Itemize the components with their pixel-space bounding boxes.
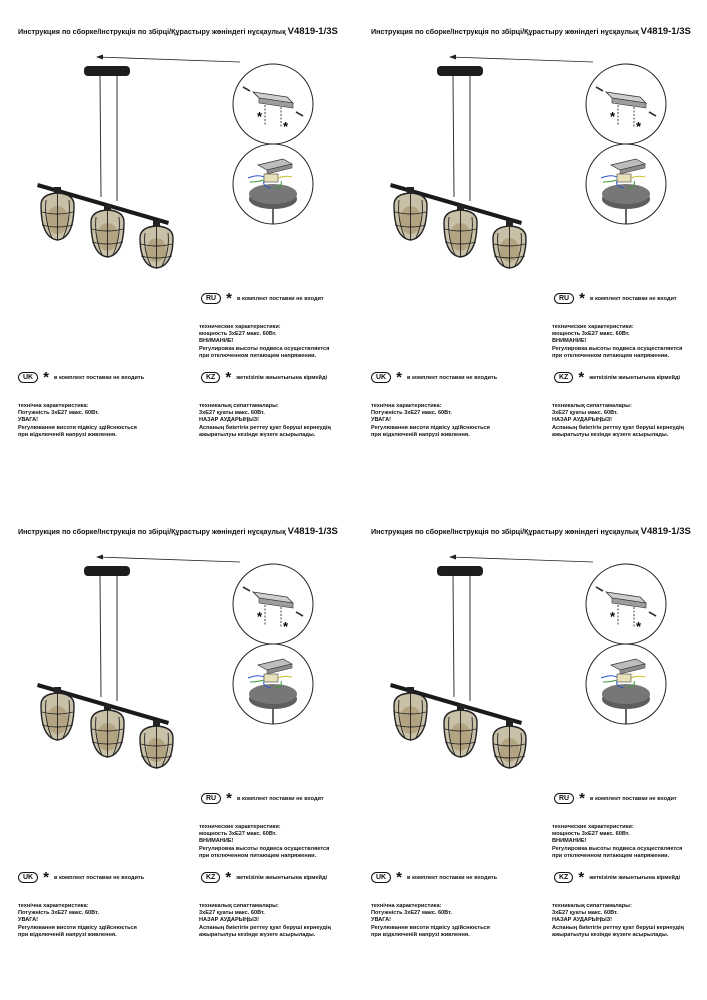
kz-star-note-text: жеткізілім жиынтығына кірмейді	[589, 874, 681, 881]
kz-warning-heading: НАЗАР АУДАРЫҢЫЗ!	[552, 917, 613, 924]
uk-star-note-text: в комплект поставки не входить	[406, 374, 498, 381]
kz-specs-heading: техникалық сипаттамалары:	[552, 903, 632, 909]
kz-star-note	[554, 368, 681, 386]
model-number: V4819-1/3S	[640, 526, 691, 537]
asterisk-symbol: *	[579, 789, 585, 807]
asterisk-mark-1: *	[610, 609, 616, 624]
ru-language-badge: RU	[554, 293, 574, 304]
uk-specs-block	[18, 403, 137, 439]
kz-power: 3хЕ27 қуаты макс. 60Вт.	[199, 910, 265, 917]
uk-warning-heading: УВАГА!	[371, 417, 392, 424]
lamp-shade-middle	[91, 704, 124, 757]
ru-warning-line1: Регулировка высоты подвеса осуществляется	[199, 345, 330, 352]
kz-specs-block	[199, 403, 331, 439]
uk-specs-block	[18, 903, 137, 939]
ru-star-note	[554, 289, 677, 307]
asterisk-mark-2: *	[283, 119, 289, 134]
kz-star-note-text: жеткізілім жиынтығына кірмейді	[236, 874, 328, 881]
kz-warning-line2: ажыратылуы кезінде жүзеге асырылады.	[199, 431, 316, 438]
uk-warning-line2: при відключеній напрузі живлення.	[18, 931, 117, 938]
asterisk-mark-2: *	[636, 119, 642, 134]
mounting-bracket-detail	[233, 64, 313, 144]
uk-specs-heading: технічна характеристика:	[371, 903, 442, 909]
asterisk-symbol: *	[578, 868, 585, 886]
ru-warning-line1: Регулировка высоты подвеса осуществляется	[552, 345, 683, 352]
asterisk-symbol: *	[396, 868, 402, 886]
ru-specs-block	[552, 824, 682, 860]
mounting-bracket-detail	[233, 564, 313, 644]
kz-power: 3хЕ27 қуаты макс. 60Вт.	[199, 410, 265, 417]
ru-warning-heading: ВНИМАНИЕ!	[552, 338, 587, 345]
kz-language-badge: KZ	[554, 872, 573, 883]
instruction-panel-3	[0, 500, 353, 1000]
ru-specs-heading: технические характеристики:	[199, 324, 281, 330]
uk-warning-line1: Регулювання висоти підвісу здійснюється	[18, 924, 137, 931]
uk-warning-line1: Регулювання висоти підвісу здійснюється	[371, 924, 490, 931]
asterisk-symbol: *	[396, 368, 402, 386]
suspension-wire-left	[453, 76, 454, 197]
ru-specs-heading: технические характеристики:	[552, 824, 634, 830]
ru-warning-heading: ВНИМАНИЕ!	[199, 838, 234, 845]
asterisk-symbol: *	[578, 368, 585, 386]
ru-specs-block	[199, 324, 329, 360]
ru-warning-heading: ВНИМАНИЕ!	[199, 338, 234, 345]
kz-warning-line1: Аспаның биіктігін реттеу қуат беруші кернеудің	[199, 924, 331, 931]
suspension-wire-left	[453, 576, 454, 697]
ru-star-note	[554, 789, 677, 807]
suspension-wire-left	[100, 576, 101, 697]
ru-star-note	[201, 789, 324, 807]
kz-language-badge: KZ	[201, 872, 220, 883]
uk-specs-heading: технічна характеристика:	[18, 903, 89, 909]
ru-star-note	[201, 289, 324, 307]
wiring-connection-detail	[233, 644, 313, 724]
asterisk-symbol: *	[225, 368, 232, 386]
title-text: Инструкция по сборке/Інструкція по збірці/Құрастыру жөніндегі нұсқаулық	[18, 527, 286, 536]
suspension-wire-left	[100, 76, 101, 197]
uk-warning-heading: УВАГА!	[371, 917, 392, 924]
ru-power: мощность 3хЕ27 макс. 60Вт.	[199, 331, 277, 338]
kz-star-note	[201, 368, 328, 386]
asterisk-mark-1: *	[257, 109, 263, 124]
lamp-shade-middle	[444, 704, 477, 757]
kz-specs-heading: техникалық сипаттамалары:	[199, 903, 279, 909]
chandelier-illustration	[353, 0, 706, 300]
pointer-arrow-line	[450, 57, 593, 62]
ru-specs-heading: технические характеристики:	[552, 324, 634, 330]
mounting-bracket-detail	[586, 564, 666, 644]
uk-power: Потужність 3хЕ27 макс. 60Вт.	[371, 910, 452, 917]
uk-warning-line2: при відключеній напрузі живлення.	[371, 431, 470, 438]
pointer-arrow-head	[449, 55, 456, 60]
lamp-shade-middle	[444, 204, 477, 257]
kz-specs-block	[199, 903, 331, 939]
uk-specs-heading: технічна характеристика:	[371, 403, 442, 409]
asterisk-mark-2: *	[283, 619, 289, 634]
kz-specs-heading: техникалық сипаттамалары:	[199, 403, 279, 409]
uk-star-note-text: в комплект поставки не входить	[406, 874, 498, 881]
pointer-arrow-head	[96, 555, 103, 560]
uk-warning-line1: Регулювання висоти підвісу здійснюється	[18, 424, 137, 431]
asterisk-mark-1: *	[257, 609, 263, 624]
ru-language-badge: RU	[201, 793, 221, 804]
ru-warning-line2: при отключенном питающем напряжении.	[199, 852, 317, 859]
kz-warning-heading: НАЗАР АУДАРЫҢЫЗ!	[552, 417, 613, 424]
uk-star-note	[371, 368, 498, 386]
asterisk-symbol: *	[226, 789, 232, 807]
kz-warning-line1: Аспаның биіктігін реттеу қуат беруші кернеудің	[199, 424, 331, 431]
ru-specs-block	[199, 824, 329, 860]
ru-warning-line1: Регулировка высоты подвеса осуществляется	[552, 845, 683, 852]
uk-star-note-text: в комплект поставки не входить	[53, 874, 145, 881]
kz-language-badge: KZ	[554, 372, 573, 383]
ru-warning-line2: при отключенном питающем напряжении.	[552, 852, 670, 859]
ceiling-canopy	[84, 566, 130, 576]
ru-warning-line2: при отключенном питающем напряжении.	[552, 352, 670, 359]
ru-star-note-text: в комплект поставки не входит	[589, 795, 677, 802]
kz-warning-line2: ажыратылуы кезінде жүзеге асырылады.	[552, 431, 669, 438]
uk-warning-line2: при відключеній напрузі живлення.	[371, 931, 470, 938]
uk-power: Потужність 3хЕ27 макс. 60Вт.	[371, 410, 452, 417]
kz-power: 3хЕ27 қуаты макс. 60Вт.	[552, 410, 618, 417]
kz-warning-line2: ажыратылуы кезінде жүзеге асырылады.	[199, 931, 316, 938]
ru-specs-heading: технические характеристики:	[199, 824, 281, 830]
wiring-connection-detail	[233, 144, 313, 224]
wiring-connection-detail	[586, 144, 666, 224]
ru-star-note-text: в комплект поставки не входит	[236, 795, 324, 802]
lamp-shade-right	[140, 220, 173, 268]
ru-warning-line2: при отключенном питающем напряжении.	[199, 352, 317, 359]
uk-power: Потужність 3хЕ27 макс. 60Вт.	[18, 910, 99, 917]
lamp-shade-right	[493, 220, 526, 268]
ru-star-note-text: в комплект поставки не входит	[589, 295, 677, 302]
instruction-panel-2	[353, 0, 706, 500]
pointer-arrow-line	[97, 57, 240, 62]
kz-warning-line1: Аспаның биіктігін реттеу қуат беруші кернеудің	[552, 424, 684, 431]
pointer-arrow-line	[450, 557, 593, 562]
uk-specs-heading: технічна характеристика:	[18, 403, 89, 409]
chandelier-illustration	[353, 500, 706, 800]
kz-warning-line2: ажыратылуы кезінде жүзеге асырылады.	[552, 931, 669, 938]
asterisk-mark-2: *	[636, 619, 642, 634]
pointer-arrow-head	[96, 55, 103, 60]
kz-power: 3хЕ27 қуаты макс. 60Вт.	[552, 910, 618, 917]
ru-specs-block	[552, 324, 682, 360]
ceiling-canopy	[437, 66, 483, 76]
ru-language-badge: RU	[554, 793, 574, 804]
asterisk-mark-1: *	[610, 109, 616, 124]
uk-star-note	[18, 868, 145, 886]
title-text: Инструкция по сборке/Інструкція по збірці/Құрастыру жөніндегі нұсқаулық	[371, 27, 639, 36]
wiring-connection-detail	[586, 644, 666, 724]
uk-warning-line1: Регулювання висоти підвісу здійснюється	[371, 424, 490, 431]
asterisk-symbol: *	[226, 289, 232, 307]
ru-power: мощность 3хЕ27 макс. 60Вт.	[552, 331, 630, 338]
kz-language-badge: KZ	[201, 372, 220, 383]
pointer-arrow-line	[97, 557, 240, 562]
uk-specs-block	[371, 403, 490, 439]
kz-star-note-text: жеткізілім жиынтығына кірмейді	[589, 374, 681, 381]
kz-specs-heading: техникалық сипаттамалары:	[552, 403, 632, 409]
ru-power: мощность 3хЕ27 макс. 60Вт.	[552, 831, 630, 838]
model-number: V4819-1/3S	[287, 26, 338, 37]
asterisk-symbol: *	[579, 289, 585, 307]
ru-language-badge: RU	[201, 293, 221, 304]
ru-power: мощность 3хЕ27 макс. 60Вт.	[199, 831, 277, 838]
ceiling-canopy	[84, 66, 130, 76]
kz-warning-heading: НАЗАР АУДАРЫҢЫЗ!	[199, 417, 260, 424]
uk-specs-block	[371, 903, 490, 939]
uk-star-note-text: в комплект поставки не входить	[53, 374, 145, 381]
uk-language-badge: UK	[18, 372, 38, 383]
kz-warning-heading: НАЗАР АУДАРЫҢЫЗ!	[199, 917, 260, 924]
kz-specs-block	[552, 903, 684, 939]
lamp-shade-right	[140, 720, 173, 768]
title-text: Инструкция по сборке/Інструкція по збірці/Құрастыру жөніндегі нұсқаулық	[371, 527, 639, 536]
chandelier-illustration	[0, 0, 353, 300]
ceiling-canopy	[437, 566, 483, 576]
model-number: V4819-1/3S	[287, 526, 338, 537]
instruction-panel-1	[0, 0, 353, 500]
uk-language-badge: UK	[371, 872, 391, 883]
uk-power: Потужність 3хЕ27 макс. 60Вт.	[18, 410, 99, 417]
kz-specs-block	[552, 403, 684, 439]
model-number: V4819-1/3S	[640, 26, 691, 37]
kz-star-note-text: жеткізілім жиынтығына кірмейді	[236, 374, 328, 381]
lamp-shade-right	[493, 720, 526, 768]
kz-star-note	[554, 868, 681, 886]
kz-warning-line1: Аспаның биіктігін реттеу қуат беруші кернеудің	[552, 924, 684, 931]
title-text: Инструкция по сборке/Інструкція по збірці/Құрастыру жөніндегі нұсқаулық	[18, 27, 286, 36]
instruction-panel-4	[353, 500, 706, 1000]
uk-warning-heading: УВАГА!	[18, 917, 39, 924]
lamp-shade-middle	[91, 204, 124, 257]
kz-star-note	[201, 868, 328, 886]
asterisk-symbol: *	[225, 868, 232, 886]
asterisk-symbol: *	[43, 868, 49, 886]
uk-warning-heading: УВАГА!	[18, 417, 39, 424]
chandelier-illustration	[0, 500, 353, 800]
ru-warning-line1: Регулировка высоты подвеса осуществляется	[199, 845, 330, 852]
uk-star-note	[18, 368, 145, 386]
ru-warning-heading: ВНИМАНИЕ!	[552, 838, 587, 845]
uk-language-badge: UK	[371, 372, 391, 383]
mounting-bracket-detail	[586, 64, 666, 144]
ru-star-note-text: в комплект поставки не входит	[236, 295, 324, 302]
uk-star-note	[371, 868, 498, 886]
pointer-arrow-head	[449, 555, 456, 560]
asterisk-symbol: *	[43, 368, 49, 386]
uk-language-badge: UK	[18, 872, 38, 883]
uk-warning-line2: при відключеній напрузі живлення.	[18, 431, 117, 438]
